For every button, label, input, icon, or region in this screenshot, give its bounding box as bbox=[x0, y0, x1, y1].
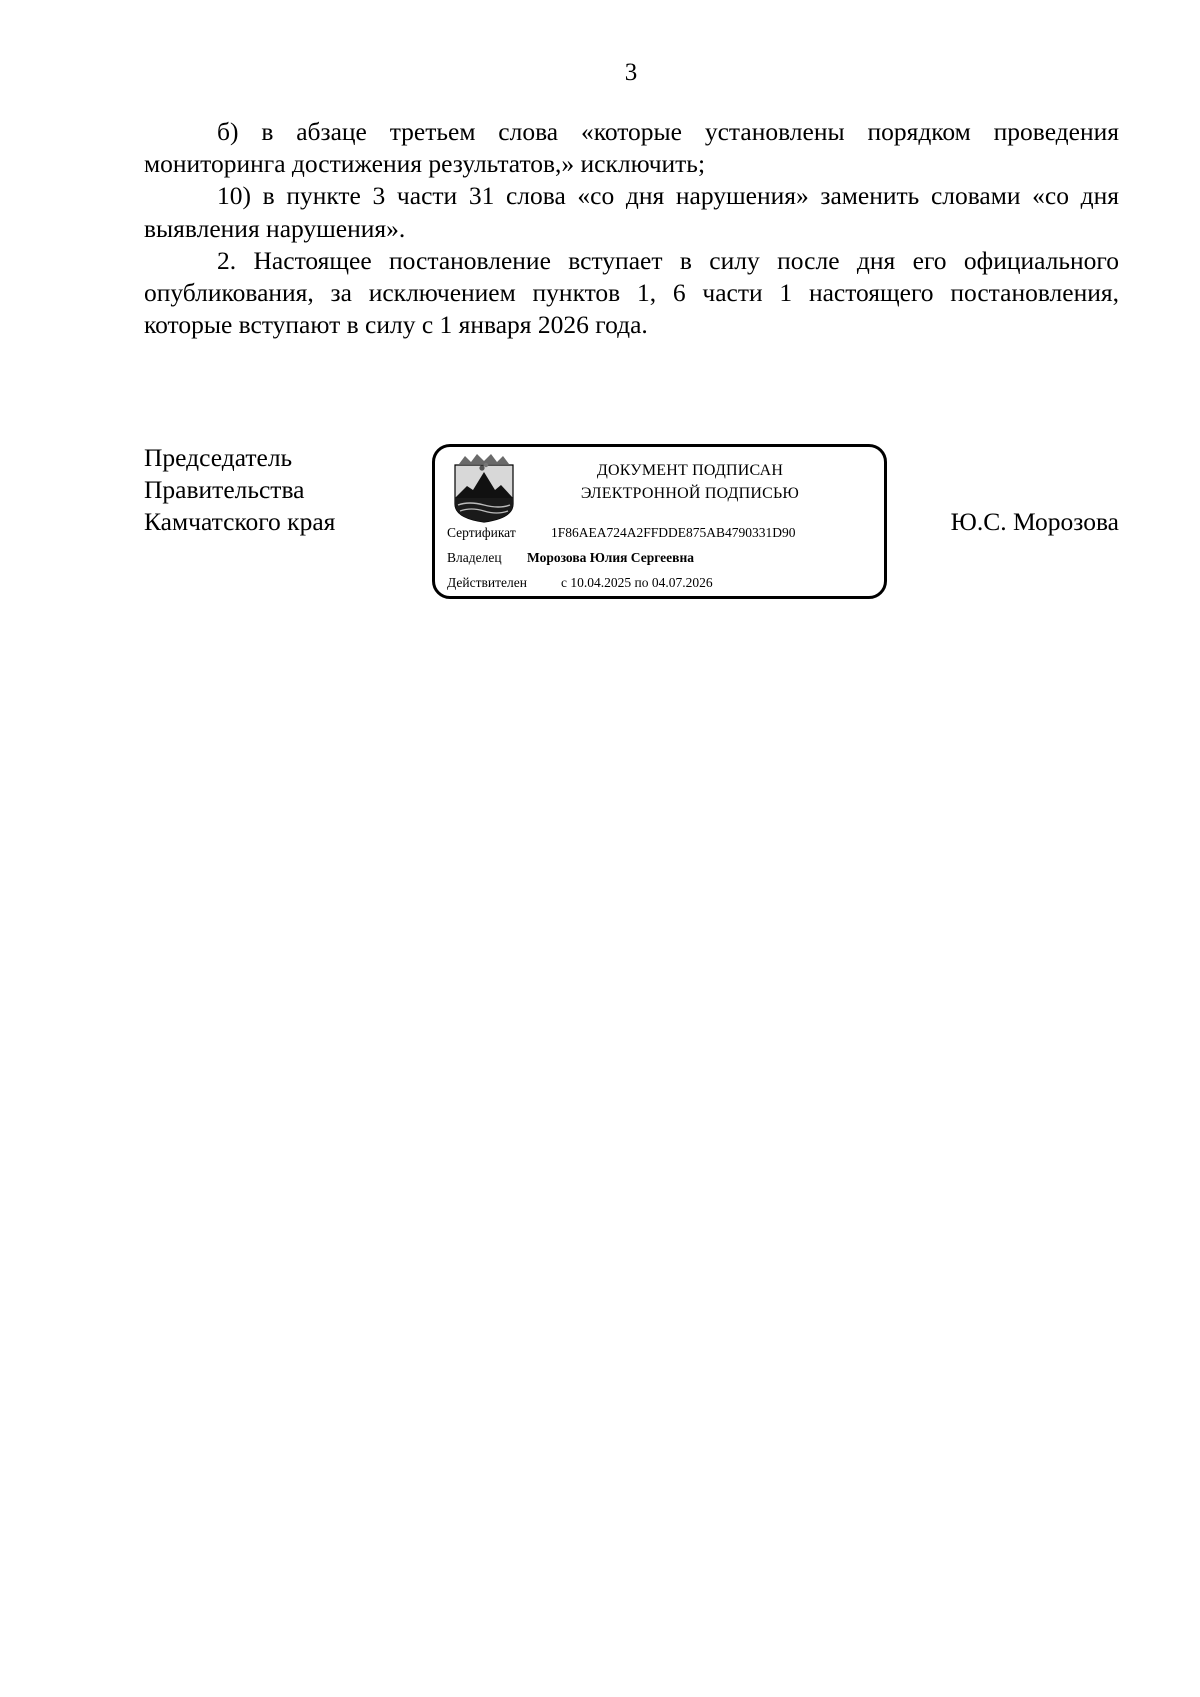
stamp-validity-row bbox=[447, 575, 713, 591]
certificate-label: Сертификат bbox=[447, 525, 516, 540]
document-body bbox=[144, 116, 1119, 341]
valid-label: Действителен bbox=[447, 575, 527, 590]
kamchatka-coat-of-arms-icon bbox=[449, 452, 519, 524]
certificate-value: 1F86AEA724A2FFDDE875AB4790331D90 bbox=[551, 525, 796, 540]
stamp-title-line: ДОКУМЕНТ ПОДПИСАН bbox=[596, 462, 784, 479]
stamp-title-line: ЭЛЕКТРОННОЙ ПОДПИСЬЮ bbox=[580, 485, 800, 502]
page-number: 3 bbox=[624, 59, 638, 86]
signatory-title-line: Председатель bbox=[144, 443, 293, 472]
signatory-title-line: Правительства bbox=[144, 475, 305, 504]
stamp-title bbox=[535, 459, 845, 505]
signer-name: Ю.С. Морозова bbox=[950, 507, 1119, 536]
stamp-certificate-row bbox=[447, 525, 796, 541]
owner-label: Владелец bbox=[447, 550, 502, 565]
signatory-title-line: Камчатского края bbox=[144, 507, 336, 536]
signatory-title bbox=[144, 442, 444, 538]
valid-value: с 10.04.2025 по 04.07.2026 bbox=[561, 575, 713, 590]
paragraph-amendment-b: б) в абзаце третьем слова «которые установлены порядком проведения мониторинга достижения результатов,» исключить; bbox=[144, 117, 1119, 179]
electronic-signature-stamp bbox=[432, 444, 887, 599]
owner-value: Морозова Юлия Сергеевна bbox=[527, 550, 694, 565]
paragraph-entry-into-force: 2. Настоящее постановление вступает в силу после дня его официального опубликования, за исключением пунктов 1, 6 части 1 настоящего постановления, которые вступают в силу с 1 января 2026 года. bbox=[144, 245, 1119, 340]
paragraph-amendment-10: 10) в пункте 3 части 31 слова «со дня нарушения» заменить словами «со дня выявления нарушения». bbox=[144, 181, 1119, 243]
stamp-owner-row bbox=[447, 550, 694, 566]
